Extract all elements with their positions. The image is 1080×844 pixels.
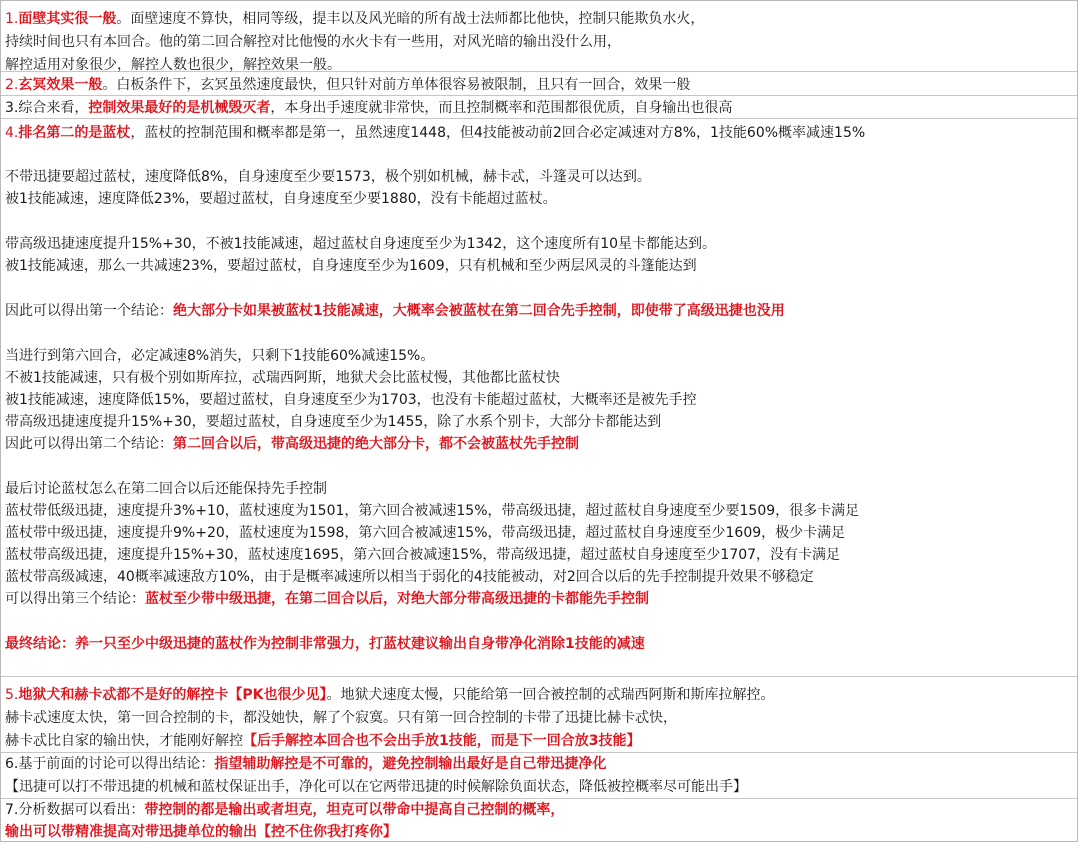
body-text: 蓝杖带中级迅捷，速度提升9%+20，蓝杖速度为1598，第六回合被减速15%，带高级迅捷，超过蓝杖自身速度至少1609，极少卡满足	[5, 525, 846, 541]
body-text: 。白板条件下，玄冥虽然速度最快，但只针对前方单体很容易被限制，且只有一回合，效果一般	[102, 77, 691, 93]
body-text: 因此可以得出第二个结论：	[5, 436, 173, 452]
body-text: ，蓝杖的控制范围和概率都是第一，虽然速度1448，但4技能被动前2回合必定减速对方8%，1技能60%概率减速15%	[130, 125, 866, 141]
highlighted-text: 蓝杖至少带中级迅捷，在第二回合以后，对绝大部分带高级迅捷的卡都能先手控制	[145, 591, 649, 607]
body-text: 最后讨论蓝杖怎么在第二回合以后还能保持先手控制	[5, 481, 327, 497]
text-line	[5, 411, 661, 433]
highlighted-text: 面壁其实很一般	[18, 11, 117, 27]
text-line	[5, 255, 697, 277]
body-text: 不被1技能减速，只有极个别如斯库拉，忒瑞西阿斯，地狱犬会比蓝杖慢，其他都比蓝杖快	[5, 370, 560, 386]
text-line	[5, 821, 397, 843]
text-line	[5, 97, 732, 119]
body-text: 因此可以得出第一个结论：	[5, 303, 173, 319]
text-line	[5, 707, 677, 729]
text-line	[5, 566, 814, 588]
body-text: 赫卡忒比自家的输出快，才能刚好解控	[5, 733, 243, 749]
body-text: 当进行到第六回合，必定减速8%消失，只剩下1技能60%减速15%。	[5, 348, 435, 364]
body-text: 。地狱犬速度太慢，只能给第一回合被控制的忒瑞西阿斯和斯库拉解控。	[326, 687, 775, 703]
section-6	[1, 753, 1077, 799]
body-text: 【迅捷可以打不带迅捷的机械和蓝杖保证出手，净化可以在它两带迅捷的时候解除负面状态，降低被控概率尽可能出手】	[5, 779, 747, 795]
body-text: ，本身出手速度就非常快，而且控制概率和范围都很优质，自身输出也很高	[270, 100, 733, 116]
body-text: 7.分析数据可以看出：	[5, 802, 145, 818]
highlighted-text: 输出可以带精准提高对带迅捷单位的输出【控不住你我打疼你】	[5, 824, 397, 840]
body-text: 6.基于前面的讨论可以得出结论：	[5, 756, 215, 772]
body-text: 带高级迅捷速度提升15%+30，要超过蓝杖，自身速度至少为1455，除了水系个别卡，大部分卡都能达到	[5, 414, 662, 430]
text-line	[5, 74, 690, 96]
highlighted-text: 带控制的都是输出或者坦克，坦克可以带命中提高自己控制的概率，	[144, 802, 565, 818]
text-line	[5, 684, 774, 706]
text-line	[5, 345, 434, 367]
highlighted-text: 5.	[5, 687, 19, 703]
highlighted-text: 第二回合以后，带高级迅捷的绝大部分卡，都不会被蓝杖先手控制	[173, 436, 579, 452]
text-line	[5, 799, 564, 821]
highlighted-text: 排名第二的是蓝杖	[18, 125, 131, 141]
section-3	[1, 96, 1077, 119]
body-text: 持续时间也只有本回合。他的第二回合解控对比他慢的水火卡有一些用，对风光暗的输出没什么用，	[5, 34, 621, 50]
text-line	[5, 500, 859, 522]
text-line	[5, 31, 621, 53]
highlighted-text: 2.	[5, 77, 19, 93]
highlighted-text: 4.	[5, 125, 19, 141]
highlighted-text: 绝大部分卡如果被蓝杖1技能减速，大概率会被蓝杖在第二回合先手控制，即使带了高级迅捷也没用	[173, 303, 785, 319]
body-text: 。面壁速度不算快，相同等级，提丰以及风光暗的所有战士法师都比他快，控制只能欺负水火，	[116, 11, 705, 27]
highlighted-text: 控制效果最好的是机械毁灭者	[88, 100, 271, 116]
text-line	[5, 300, 785, 322]
body-text: 蓝杖带高级减速，40概率减速敌方10%，由于是概率减速所以相当于弱化的4技能被动，对2回合以后的先手控制提升效果不够稳定	[5, 569, 814, 585]
highlighted-text: 指望辅助解控是不可靠的，避免控制输出最好是自己带迅捷净化	[214, 756, 607, 772]
body-text: 被1技能减速，速度降低23%，要超过蓝杖，自身速度至少要1880，没有卡能超过蓝杖。	[5, 191, 557, 207]
section-7	[1, 799, 1077, 843]
text-line	[5, 188, 557, 210]
body-text: 不带迅捷要超过蓝杖，速度降低8%，自身速度至少要1573，极个别如机械，赫卡忒，斗篷灵可以达到。	[5, 169, 651, 185]
text-line	[5, 389, 697, 411]
text-line	[5, 122, 865, 144]
text-line	[5, 433, 579, 455]
section-4	[1, 119, 1077, 677]
body-text: 被1技能减速，那么一共减速23%，要超过蓝杖，自身速度至少为1609，只有机械和至少两层风灵的斗篷能达到	[5, 258, 697, 274]
text-line	[5, 776, 747, 798]
text-line	[5, 753, 606, 775]
body-text: 蓝杖带低级迅捷，速度提升3%+10，蓝杖速度为1501，第六回合被减速15%，带高级迅捷，超过蓝杖自身速度至少要1509，很多卡满足	[5, 503, 860, 519]
highlighted-text: 玄冥效果一般	[18, 77, 103, 93]
section-2	[1, 72, 1077, 96]
highlighted-text: 【后手解控本回合也不会出手放1技能，而是下一回合放3技能】	[243, 733, 641, 749]
text-line	[5, 588, 649, 610]
body-text: 可以得出第三个结论：	[5, 591, 145, 607]
body-text: 赫卡忒速度太快，第一回合控制的卡，都没她快，解了个寂寞。只有第一回合控制的卡带了迅捷比赫卡忒快，	[5, 710, 677, 726]
text-line	[5, 166, 651, 188]
body-text: 带高级迅捷速度提升15%+30，不被1技能减速，超过蓝杖自身速度至少为1342，这个速度所有10星卡都能达到。	[5, 236, 717, 252]
body-text: 3.综合来看，	[5, 100, 89, 116]
text-line	[5, 544, 840, 566]
text-line	[5, 478, 327, 500]
text-line	[5, 367, 560, 389]
text-line	[5, 522, 845, 544]
section-1	[1, 2, 1077, 72]
highlighted-text: 地狱犬和赫卡忒都不是好的解控卡【PK也很少见】	[18, 687, 327, 703]
text-line	[5, 633, 645, 655]
text-line	[5, 233, 716, 255]
body-text: 被1技能减速，速度降低15%，要超过蓝杖，自身速度至少为1703，也没有卡能超过蓝杖，大概率还是被先手控	[5, 392, 697, 408]
highlighted-text: 最终结论：养一只至少中级迅捷的蓝杖作为控制非常强力，打蓝杖建议输出自身带净化消除1技能的减速	[5, 636, 645, 652]
section-5	[1, 677, 1077, 753]
body-text: 解控适用对象很少，解控人数也很少，解控效果一般。	[5, 57, 341, 73]
text-line	[5, 730, 640, 752]
highlighted-text: 1.	[5, 11, 19, 27]
body-text: 蓝杖带高级迅捷，速度提升15%+30，蓝杖速度1695，第六回合被减速15%，带高级迅捷，超过蓝杖自身速度至少1707，没有卡满足	[5, 547, 841, 563]
text-line	[5, 8, 704, 30]
